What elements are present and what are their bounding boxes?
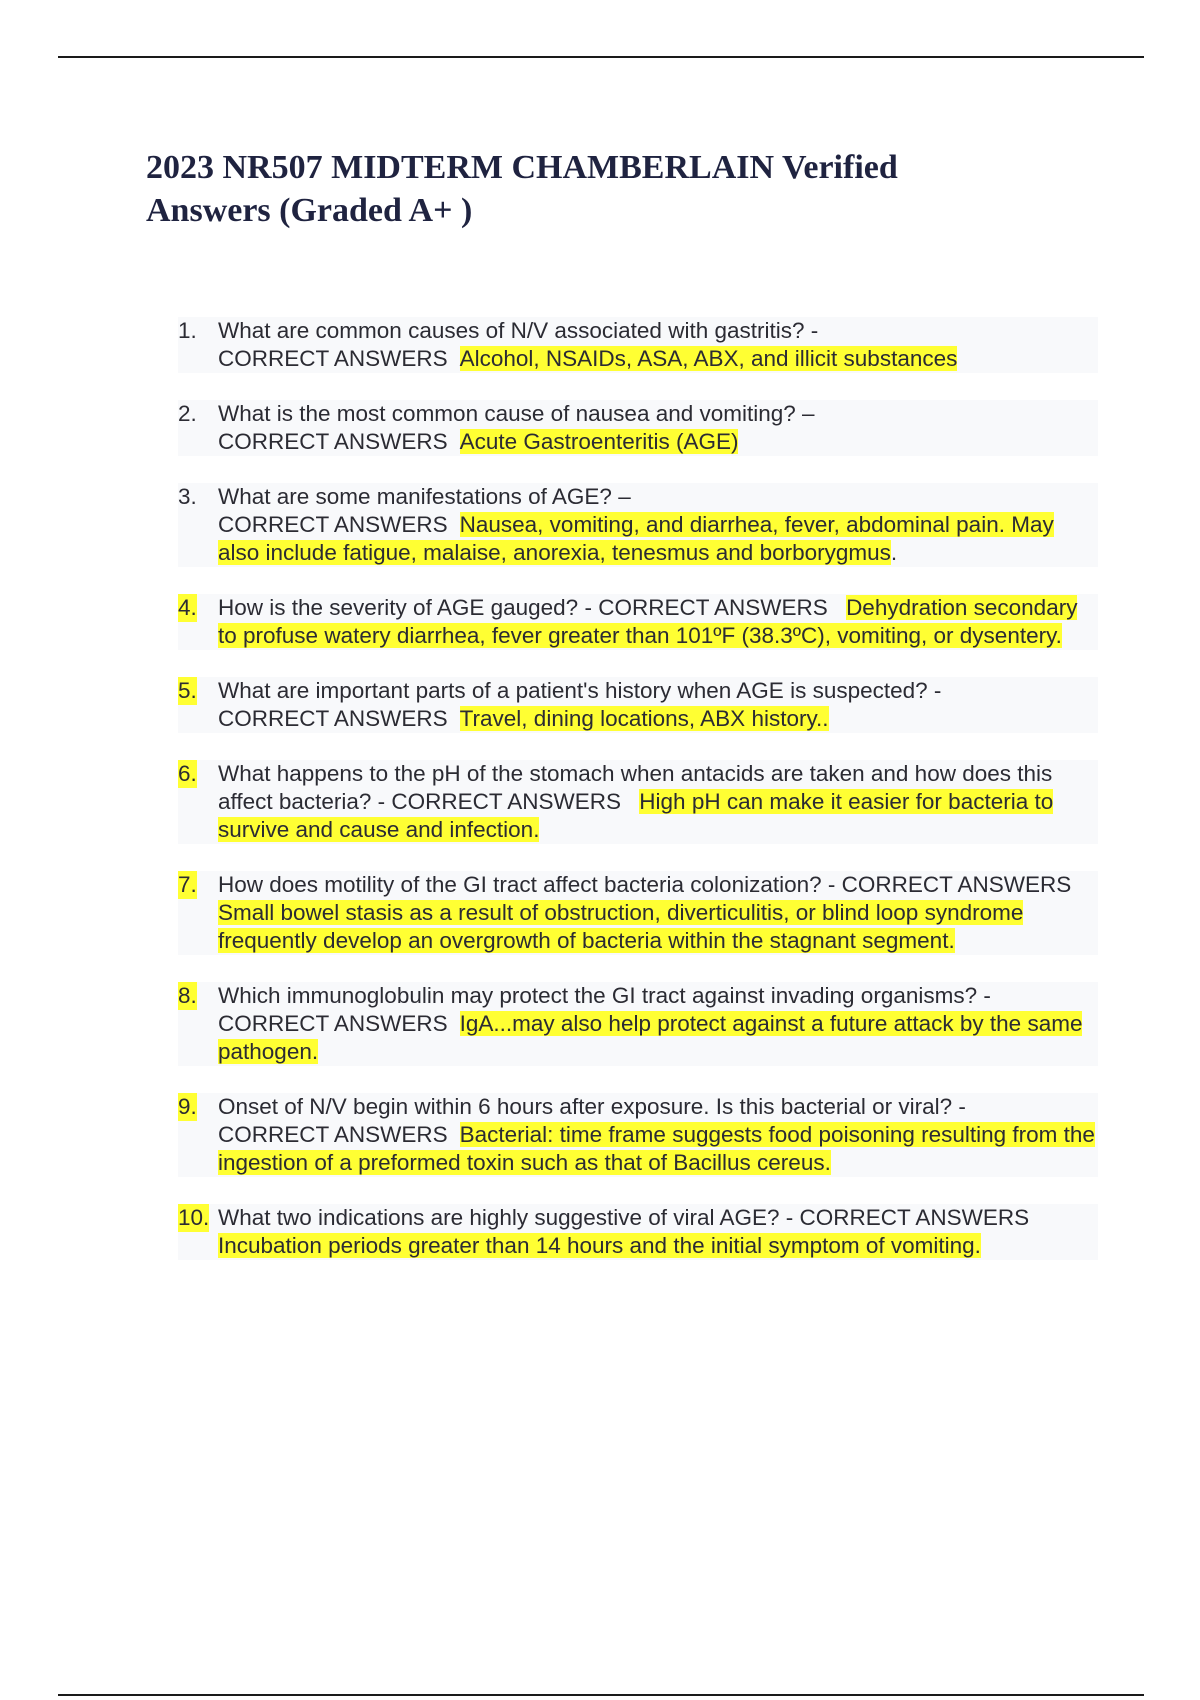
item-number: 4. xyxy=(178,595,197,620)
qa-item-4 xyxy=(178,594,1098,650)
question-text: What happens to the pH of the stomach when antacids are taken and how does this affect bacteria? - CORRECT ANSWERS xyxy=(218,761,1053,814)
highlighted-answer: Incubation periods greater than 14 hours and the initial symptom of vomiting. xyxy=(218,1233,981,1258)
question-text: How is the severity of AGE gauged? - CORRECT ANSWERS xyxy=(218,595,835,620)
qa-item-10 xyxy=(178,1204,1098,1260)
question-text: Which immunoglobulin may protect the GI tract against invading organisms? - xyxy=(218,983,991,1008)
qa-item-1 xyxy=(178,317,1098,373)
highlighted-answer: IgA...may also help protect against a future attack by the same pathogen. xyxy=(218,1011,1083,1064)
highlighted-answer: Travel, dining locations, ABX history.. xyxy=(459,706,829,731)
answer-label: CORRECT ANSWERS xyxy=(218,429,448,454)
highlighted-answer: Acute Gastroenteritis (AGE) xyxy=(459,429,739,454)
item-number: 7. xyxy=(178,872,197,897)
document-title xyxy=(146,146,1046,232)
qa-item-2 xyxy=(178,400,1098,456)
highlighted-answer: Nausea, vomiting, and diarrhea, fever, abdominal pain. May also include fatigue, malaise, anorexia, tenesmus and borborygmus xyxy=(218,512,1054,565)
item-number: 9. xyxy=(178,1094,197,1119)
highlighted-answer: High pH can make it easier for bacteria to survive and cause and infection. xyxy=(218,789,1054,842)
question-text: What are important parts of a patient's history when AGE is suspected? - xyxy=(218,678,942,703)
qa-item-9 xyxy=(178,1093,1098,1177)
answer-label: CORRECT ANSWERS xyxy=(218,1011,448,1036)
highlighted-answer: Bacterial: time frame suggests food poisoning resulting from the ingestion of a preformed toxin such as that of Bacillus cereus. xyxy=(218,1122,1095,1175)
item-number: 2. xyxy=(178,401,197,426)
item-number: 3. xyxy=(178,484,197,509)
qa-item-8 xyxy=(178,982,1098,1066)
item-number: 5. xyxy=(178,678,197,703)
question-text: Onset of N/V begin within 6 hours after exposure. Is this bacterial or viral? - xyxy=(218,1094,966,1119)
qa-item-7 xyxy=(178,871,1098,955)
highlighted-answer: Small bowel stasis as a result of obstruction, diverticulitis, or blind loop syndrome frequently develop an overgrowth of bacteria within the stagnant segment. xyxy=(218,900,1024,953)
answer-label: CORRECT ANSWERS xyxy=(218,346,448,371)
item-number: 8. xyxy=(178,983,197,1008)
item-number: 10. xyxy=(178,1205,210,1230)
answer-label: CORRECT ANSWERS xyxy=(218,512,448,537)
top-divider xyxy=(58,56,1144,58)
title-line-1: 2023 NR507 MIDTERM CHAMBERLAIN Verified xyxy=(146,149,898,186)
qa-list xyxy=(178,317,1098,1287)
question-text: What is the most common cause of nausea and vomiting? – xyxy=(218,401,815,426)
answer-label: CORRECT ANSWERS xyxy=(218,706,448,731)
item-number: 1. xyxy=(178,318,197,343)
qa-item-6 xyxy=(178,760,1098,844)
question-text: What two indications are highly suggestive of viral AGE? - CORRECT ANSWERS xyxy=(218,1205,1036,1230)
answer-trailing: . xyxy=(890,540,898,565)
question-text: How does motility of the GI tract affect bacteria colonization? - CORRECT ANSWERS xyxy=(218,872,1078,897)
qa-item-5 xyxy=(178,677,1098,733)
bottom-divider xyxy=(58,1694,1144,1696)
question-text: What are some manifestations of AGE? – xyxy=(218,484,631,509)
answer-label: CORRECT ANSWERS xyxy=(218,1122,448,1147)
qa-item-3 xyxy=(178,483,1098,567)
question-text: What are common causes of N/V associated with gastritis? - xyxy=(218,318,819,343)
title-line-2: Answers (Graded A+ ) xyxy=(146,192,473,229)
highlighted-answer: Dehydration secondary to profuse watery diarrhea, fever greater than 101ºF (38.3ºC), vomiting, or dysentery. xyxy=(218,595,1078,648)
highlighted-answer: Alcohol, NSAIDs, ASA, ABX, and illicit substances xyxy=(459,346,958,371)
item-number: 6. xyxy=(178,761,197,786)
